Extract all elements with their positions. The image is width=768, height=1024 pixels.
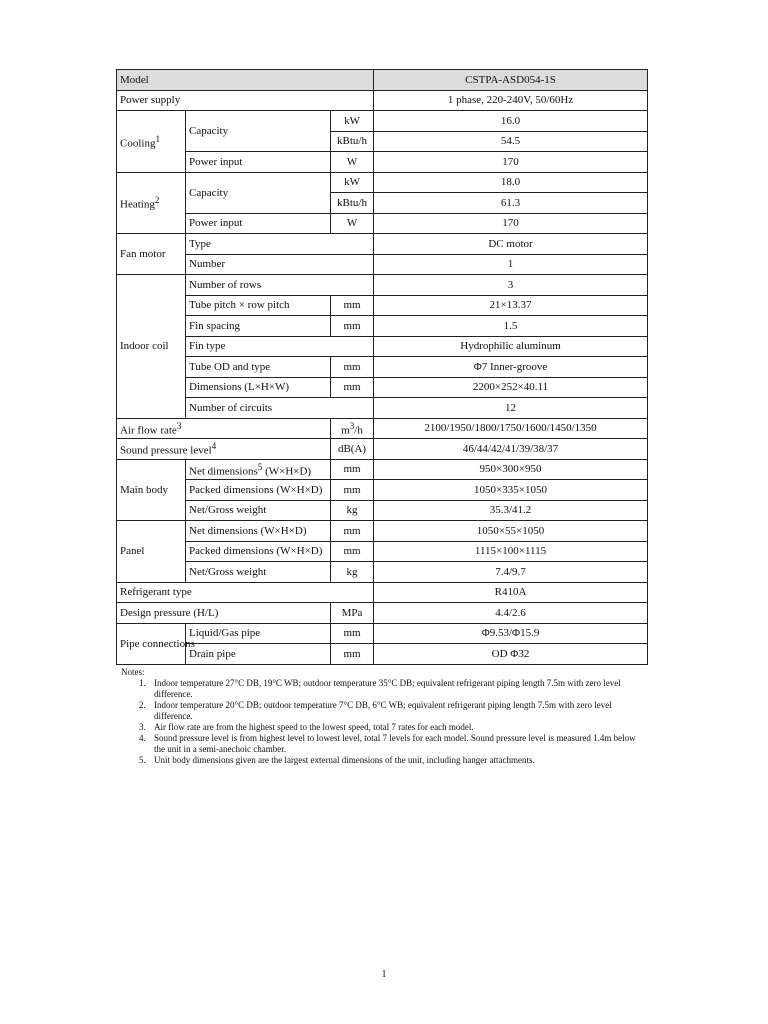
- unit-cell: mm: [331, 316, 374, 337]
- fin-spacing-label: Fin spacing: [186, 316, 331, 337]
- tube-od-label: Tube OD and type: [186, 357, 331, 378]
- table-row: [117, 500, 648, 521]
- unit-cell: kg: [331, 500, 374, 521]
- value-cell: 950×300×950: [374, 459, 648, 480]
- net-dimensions-label: Net dimensions$^5$ (W×H×D): [186, 459, 331, 480]
- unit-cell: dB(A): [331, 439, 374, 460]
- main-body-label: Main body: [117, 459, 186, 521]
- page-number: 1: [381, 969, 387, 980]
- value-cell: 2100/1950/1800/1750/1600/1450/1350: [374, 418, 648, 439]
- liquid-pipe-label: Liquid/Gas pipe: [186, 623, 331, 644]
- unit-cell: kW: [331, 111, 374, 132]
- table-row: [117, 295, 648, 316]
- value-cell: Φ7 Inner-groove: [374, 357, 648, 378]
- heating-capacity-label: Capacity: [186, 172, 331, 213]
- net-dimensions-label: Net dimensions (W×H×D): [186, 521, 331, 542]
- value-cell: 61.3: [374, 193, 648, 214]
- value-cell: 35.3/41.2: [374, 500, 648, 521]
- table-row: [117, 234, 648, 255]
- design-pressure-label: Design pressure (H/L): [117, 603, 331, 624]
- unit-cell: mm: [331, 521, 374, 542]
- unit-cell: mm: [331, 480, 374, 501]
- table-row: [117, 90, 648, 111]
- unit-cell: mm: [331, 623, 374, 644]
- table-row: [117, 644, 648, 665]
- table-row: [117, 582, 648, 603]
- note-item: 1. Indoor temperature 27°C DB, 19°C WB; outdoor temperature 35°C DB; equivalent refrigerant piping length 7.5m with zero level difference.: [148, 678, 641, 700]
- value-cell: 170: [374, 213, 648, 234]
- table-row: [117, 459, 648, 480]
- indoor-coil-label: Indoor coil: [117, 275, 186, 419]
- table-row: [117, 439, 648, 460]
- unit-cell: mm: [331, 541, 374, 562]
- value-cell: 1050×55×1050: [374, 521, 648, 542]
- table-row: [117, 521, 648, 542]
- value-cell: 170: [374, 152, 648, 173]
- unit-cell: kBtu/h: [331, 193, 374, 214]
- value-cell: DC motor: [374, 234, 648, 255]
- value-cell: 3: [374, 275, 648, 296]
- pipe-connections-label: Pipe connections: [117, 623, 186, 664]
- unit-cell: $m^3/h$: [331, 418, 374, 439]
- cooling-label: Cooling$^1$: [117, 111, 186, 173]
- note-item: 3. Air flow rate are from the highest speed to the lowest speed, total 7 rates for each model.: [148, 722, 641, 733]
- value-cell: 18.0: [374, 172, 648, 193]
- table-row: [117, 357, 648, 378]
- table-row: [117, 254, 648, 275]
- value-cell: 21×13.37: [374, 295, 648, 316]
- packed-dimensions-label: Packed dimensions (W×H×D): [186, 480, 331, 501]
- value-cell: 4.4/2.6: [374, 603, 648, 624]
- unit-cell: W: [331, 152, 374, 173]
- note-item: 2. Indoor temperature 20°C DB; outdoor temperature 7°C DB, 6°C WB; equivalent refrigerant piping length 7.5m with zero level difference.: [148, 700, 641, 722]
- table-row: [117, 377, 648, 398]
- value-cell: 16.0: [374, 111, 648, 132]
- table-row: [117, 111, 648, 132]
- table-row: [117, 603, 648, 624]
- table-row: [117, 152, 648, 173]
- power-supply-value: 1 phase, 220-240V, 50/60Hz: [374, 90, 648, 111]
- unit-cell: W: [331, 213, 374, 234]
- drain-pipe-label: Drain pipe: [186, 644, 331, 665]
- value-cell: 54.5: [374, 131, 648, 152]
- spec-table: [116, 69, 648, 665]
- table-row: [117, 398, 648, 419]
- value-cell: 1.5: [374, 316, 648, 337]
- unit-cell: MPa: [331, 603, 374, 624]
- value-cell: 1115×100×1115: [374, 541, 648, 562]
- unit-cell: kg: [331, 562, 374, 583]
- value-cell: R410A: [374, 582, 648, 603]
- fan-type-label: Type: [186, 234, 374, 255]
- note-item: 4. Sound pressure level is from highest level to lowest level, total 7 levels for each model. Sound pressure level is measured 1.4m below the unit in a semi-anechoic chamber.: [148, 733, 641, 755]
- value-cell: 12: [374, 398, 648, 419]
- model-label: Model: [117, 70, 374, 91]
- unit-cell: mm: [331, 357, 374, 378]
- weight-label: Net/Gross weight: [186, 562, 331, 583]
- tube-pitch-label: Tube pitch × row pitch: [186, 295, 331, 316]
- sound-label: Sound pressure level$^4$: [117, 439, 331, 460]
- unit-cell: mm: [331, 377, 374, 398]
- table-row: [117, 480, 648, 501]
- table-row: [117, 70, 648, 91]
- cooling-capacity-label: Capacity: [186, 111, 331, 152]
- notes-title: Notes:: [121, 667, 145, 677]
- panel-label: Panel: [117, 521, 186, 583]
- cooling-power-label: Power input: [186, 152, 331, 173]
- power-supply-label: Power supply: [117, 90, 374, 111]
- heating-power-label: Power input: [186, 213, 331, 234]
- value-cell: Hydrophilic aluminum: [374, 336, 648, 357]
- value-cell: Φ9.53/Φ15.9: [374, 623, 648, 644]
- fin-type-label: Fin type: [186, 336, 374, 357]
- notes-list: [121, 678, 641, 766]
- value-cell: 2200×252×40.11: [374, 377, 648, 398]
- unit-cell: mm: [331, 459, 374, 480]
- unit-cell: kW: [331, 172, 374, 193]
- coil-dimensions-label: Dimensions (L×H×W): [186, 377, 331, 398]
- value-cell: 1: [374, 254, 648, 275]
- value-cell: 7.4/9.7: [374, 562, 648, 583]
- model-value: CSTPA-ASD054-1S: [374, 70, 648, 91]
- heating-label: Heating$^2$: [117, 172, 186, 234]
- value-cell: 1050×335×1050: [374, 480, 648, 501]
- circuits-label: Number of circuits: [186, 398, 374, 419]
- value-cell: OD Φ32: [374, 644, 648, 665]
- air-flow-label: Air flow rate$^3$: [117, 418, 331, 439]
- notes: [121, 667, 641, 766]
- table-row: [117, 172, 648, 193]
- table-row: [117, 336, 648, 357]
- table-row: [117, 541, 648, 562]
- value-cell: 46/44/42/41/39/38/37: [374, 439, 648, 460]
- fan-motor-label: Fan motor: [117, 234, 186, 275]
- refrigerant-label: Refrigerant type: [117, 582, 374, 603]
- table-row: [117, 316, 648, 337]
- table-row: [117, 213, 648, 234]
- packed-dimensions-label: Packed dimensions (W×H×D): [186, 541, 331, 562]
- unit-cell: mm: [331, 295, 374, 316]
- rows-label: Number of rows: [186, 275, 374, 296]
- note-item: 5. Unit body dimensions given are the largest external dimensions of the unit, including hanger attachments.: [148, 755, 641, 766]
- table-row: [117, 623, 648, 644]
- unit-cell: kBtu/h: [331, 131, 374, 152]
- weight-label: Net/Gross weight: [186, 500, 331, 521]
- fan-number-label: Number: [186, 254, 374, 275]
- table-row: [117, 275, 648, 296]
- table-row: [117, 562, 648, 583]
- unit-cell: mm: [331, 644, 374, 665]
- table-row: [117, 418, 648, 439]
